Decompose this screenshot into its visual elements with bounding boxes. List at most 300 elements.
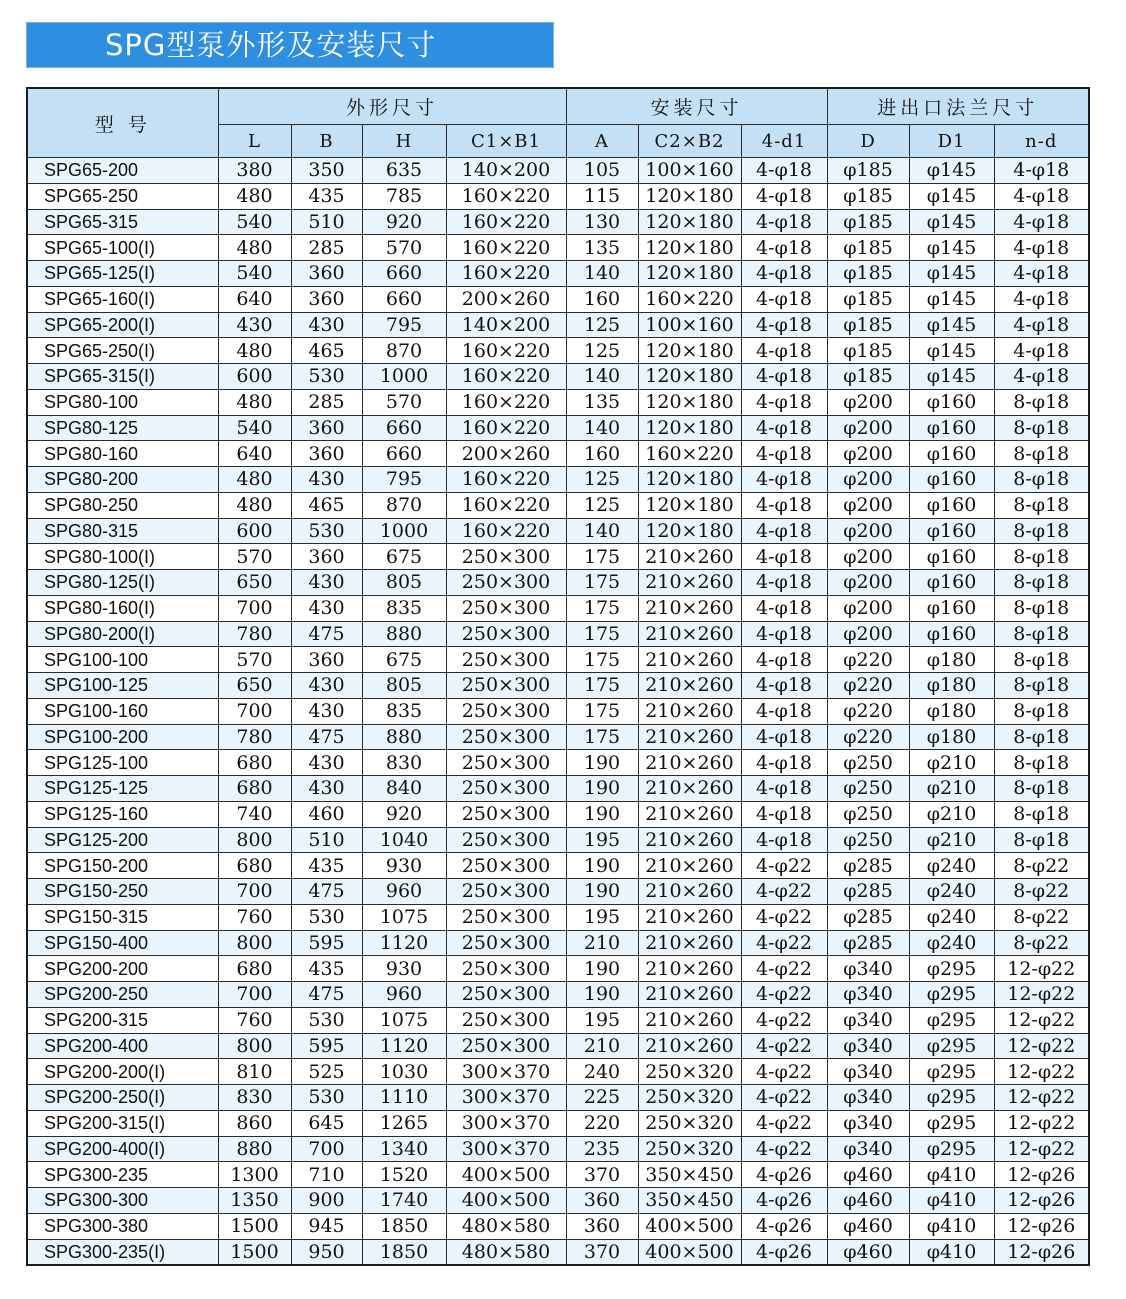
- C1xB1-cell: 160×220: [446, 261, 566, 287]
- n-d-cell: 8-φ22: [994, 853, 1089, 879]
- 4-d1-cell: 4-φ26: [741, 1213, 827, 1239]
- C2xB2-cell: 210×260: [638, 879, 741, 905]
- table-row: [27, 1007, 1089, 1033]
- B-cell: 530: [291, 364, 362, 390]
- C1xB1-cell: 160×220: [446, 183, 566, 209]
- C1xB1-cell: 160×220: [446, 389, 566, 415]
- D-cell: φ200: [827, 595, 909, 621]
- A-cell: 190: [566, 956, 638, 982]
- D1-cell: φ295: [909, 1033, 994, 1059]
- 4-d1-cell: 4-φ18: [741, 312, 827, 338]
- A-cell: 210: [566, 930, 638, 956]
- model-cell: SPG80-250: [27, 492, 218, 518]
- D1-cell: φ160: [909, 621, 994, 647]
- B-cell: 530: [291, 1007, 362, 1033]
- D1-cell: φ295: [909, 1059, 994, 1085]
- L-cell: 680: [218, 776, 291, 802]
- D1-cell: φ210: [909, 776, 994, 802]
- table-row: [27, 621, 1089, 647]
- model-cell: SPG80-100: [27, 389, 218, 415]
- D1-cell: φ240: [909, 879, 994, 905]
- D-cell: φ340: [827, 1033, 909, 1059]
- table-row: [27, 492, 1089, 518]
- C1xB1-cell: 160×220: [446, 235, 566, 261]
- column-header-D: D: [827, 125, 909, 158]
- B-cell: 510: [291, 209, 362, 235]
- C1xB1-cell: 250×300: [446, 930, 566, 956]
- 4-d1-cell: 4-φ18: [741, 158, 827, 184]
- table-row: [27, 982, 1089, 1008]
- L-cell: 380: [218, 158, 291, 184]
- L-cell: 760: [218, 904, 291, 930]
- model-cell: SPG80-100(I): [27, 544, 218, 570]
- n-d-cell: 12-φ26: [994, 1213, 1089, 1239]
- D1-cell: φ295: [909, 1085, 994, 1111]
- group-header-flange-dims: 进出口法兰尺寸: [827, 88, 1089, 125]
- column-header-H: H: [362, 125, 446, 158]
- 4-d1-cell: 4-φ18: [741, 776, 827, 802]
- B-cell: 360: [291, 441, 362, 467]
- L-cell: 540: [218, 209, 291, 235]
- L-cell: 740: [218, 801, 291, 827]
- table-row: [27, 956, 1089, 982]
- C1xB1-cell: 480×580: [446, 1239, 566, 1265]
- D-cell: φ340: [827, 1110, 909, 1136]
- C1xB1-cell: 250×300: [446, 801, 566, 827]
- n-d-cell: 4-φ18: [994, 158, 1089, 184]
- n-d-cell: 8-φ18: [994, 801, 1089, 827]
- D-cell: φ460: [827, 1213, 909, 1239]
- model-cell: SPG65-125(I): [27, 261, 218, 287]
- D1-cell: φ180: [909, 673, 994, 699]
- H-cell: 660: [362, 415, 446, 441]
- 4-d1-cell: 4-φ18: [741, 595, 827, 621]
- D1-cell: φ145: [909, 338, 994, 364]
- L-cell: 700: [218, 698, 291, 724]
- table-row: [27, 261, 1089, 287]
- H-cell: 880: [362, 724, 446, 750]
- H-cell: 930: [362, 853, 446, 879]
- D-cell: φ200: [827, 492, 909, 518]
- C2xB2-cell: 400×500: [638, 1213, 741, 1239]
- H-cell: 830: [362, 750, 446, 776]
- D-cell: φ200: [827, 570, 909, 596]
- D1-cell: φ410: [909, 1188, 994, 1214]
- table-row: [27, 1188, 1089, 1214]
- column-header-4-d1: 4-d1: [741, 125, 827, 158]
- H-cell: 835: [362, 698, 446, 724]
- L-cell: 680: [218, 956, 291, 982]
- D-cell: φ200: [827, 621, 909, 647]
- A-cell: 160: [566, 286, 638, 312]
- L-cell: 480: [218, 467, 291, 493]
- n-d-cell: 8-φ22: [994, 930, 1089, 956]
- A-cell: 140: [566, 364, 638, 390]
- L-cell: 880: [218, 1136, 291, 1162]
- n-d-cell: 4-φ18: [994, 209, 1089, 235]
- L-cell: 680: [218, 750, 291, 776]
- 4-d1-cell: 4-φ18: [741, 209, 827, 235]
- model-cell: SPG200-315(I): [27, 1110, 218, 1136]
- D1-cell: φ145: [909, 158, 994, 184]
- A-cell: 195: [566, 827, 638, 853]
- C2xB2-cell: 120×180: [638, 235, 741, 261]
- C2xB2-cell: 160×220: [638, 286, 741, 312]
- n-d-cell: 8-φ18: [994, 467, 1089, 493]
- B-cell: 465: [291, 492, 362, 518]
- 4-d1-cell: 4-φ22: [741, 930, 827, 956]
- A-cell: 195: [566, 1007, 638, 1033]
- model-cell: SPG65-250(I): [27, 338, 218, 364]
- C1xB1-cell: 200×260: [446, 286, 566, 312]
- L-cell: 480: [218, 183, 291, 209]
- C2xB2-cell: 210×260: [638, 801, 741, 827]
- n-d-cell: 12-φ26: [994, 1162, 1089, 1188]
- D-cell: φ340: [827, 1007, 909, 1033]
- D-cell: φ340: [827, 982, 909, 1008]
- C1xB1-cell: 300×370: [446, 1136, 566, 1162]
- D-cell: φ185: [827, 261, 909, 287]
- table-row: [27, 1085, 1089, 1111]
- 4-d1-cell: 4-φ18: [741, 467, 827, 493]
- group-header-outline-dims: 外形尺寸: [218, 88, 566, 125]
- table-row: [27, 776, 1089, 802]
- L-cell: 800: [218, 930, 291, 956]
- C2xB2-cell: 210×260: [638, 621, 741, 647]
- 4-d1-cell: 4-φ22: [741, 1136, 827, 1162]
- table-row: [27, 441, 1089, 467]
- n-d-cell: 8-φ18: [994, 518, 1089, 544]
- D-cell: φ250: [827, 801, 909, 827]
- C1xB1-cell: 250×300: [446, 647, 566, 673]
- D-cell: φ285: [827, 930, 909, 956]
- C2xB2-cell: 120×180: [638, 364, 741, 390]
- table-row: [27, 595, 1089, 621]
- C1xB1-cell: 140×200: [446, 158, 566, 184]
- L-cell: 640: [218, 441, 291, 467]
- D-cell: φ285: [827, 904, 909, 930]
- B-cell: 430: [291, 698, 362, 724]
- model-cell: SPG300-235: [27, 1162, 218, 1188]
- H-cell: 660: [362, 261, 446, 287]
- B-cell: 435: [291, 853, 362, 879]
- C1xB1-cell: 250×300: [446, 570, 566, 596]
- page-title: SPG型泵外形及安装尺寸: [26, 22, 554, 68]
- D-cell: φ185: [827, 338, 909, 364]
- L-cell: 1300: [218, 1162, 291, 1188]
- H-cell: 635: [362, 158, 446, 184]
- n-d-cell: 12-φ22: [994, 956, 1089, 982]
- 4-d1-cell: 4-φ18: [741, 518, 827, 544]
- D1-cell: φ160: [909, 467, 994, 493]
- table-row: [27, 1239, 1089, 1265]
- table-row: [27, 1213, 1089, 1239]
- A-cell: 190: [566, 776, 638, 802]
- B-cell: 360: [291, 261, 362, 287]
- B-cell: 285: [291, 235, 362, 261]
- table-row: [27, 338, 1089, 364]
- H-cell: 1110: [362, 1085, 446, 1111]
- model-cell: SPG150-315: [27, 904, 218, 930]
- 4-d1-cell: 4-φ18: [741, 621, 827, 647]
- table-row: [27, 544, 1089, 570]
- model-cell: SPG65-160(I): [27, 286, 218, 312]
- B-cell: 465: [291, 338, 362, 364]
- A-cell: 190: [566, 879, 638, 905]
- L-cell: 600: [218, 518, 291, 544]
- D-cell: φ185: [827, 364, 909, 390]
- H-cell: 880: [362, 621, 446, 647]
- 4-d1-cell: 4-φ22: [741, 904, 827, 930]
- L-cell: 480: [218, 235, 291, 261]
- table-row: [27, 570, 1089, 596]
- 4-d1-cell: 4-φ22: [741, 1007, 827, 1033]
- C1xB1-cell: 250×300: [446, 956, 566, 982]
- n-d-cell: 4-φ18: [994, 312, 1089, 338]
- A-cell: 140: [566, 415, 638, 441]
- B-cell: 530: [291, 1085, 362, 1111]
- C2xB2-cell: 100×160: [638, 312, 741, 338]
- D1-cell: φ180: [909, 724, 994, 750]
- C2xB2-cell: 250×320: [638, 1136, 741, 1162]
- 4-d1-cell: 4-φ18: [741, 235, 827, 261]
- H-cell: 805: [362, 673, 446, 699]
- model-column-header: 型 号: [27, 88, 218, 158]
- D-cell: φ220: [827, 673, 909, 699]
- B-cell: 430: [291, 776, 362, 802]
- n-d-cell: 12-φ26: [994, 1188, 1089, 1214]
- table-row: [27, 801, 1089, 827]
- A-cell: 125: [566, 492, 638, 518]
- D1-cell: φ240: [909, 853, 994, 879]
- header-row-groups: [27, 88, 1089, 125]
- model-cell: SPG65-100(I): [27, 235, 218, 261]
- C2xB2-cell: 250×320: [638, 1059, 741, 1085]
- table-row: [27, 1110, 1089, 1136]
- C2xB2-cell: 120×180: [638, 415, 741, 441]
- model-cell: SPG80-200: [27, 467, 218, 493]
- table-row: [27, 853, 1089, 879]
- D1-cell: φ410: [909, 1239, 994, 1265]
- L-cell: 540: [218, 261, 291, 287]
- C1xB1-cell: 250×300: [446, 673, 566, 699]
- D-cell: φ250: [827, 750, 909, 776]
- D-cell: φ460: [827, 1188, 909, 1214]
- 4-d1-cell: 4-φ26: [741, 1188, 827, 1214]
- 4-d1-cell: 4-φ26: [741, 1239, 827, 1265]
- B-cell: 530: [291, 904, 362, 930]
- L-cell: 860: [218, 1110, 291, 1136]
- H-cell: 1030: [362, 1059, 446, 1085]
- table-row: [27, 389, 1089, 415]
- H-cell: 1000: [362, 518, 446, 544]
- C1xB1-cell: 160×220: [446, 209, 566, 235]
- A-cell: 220: [566, 1110, 638, 1136]
- model-cell: SPG200-250(I): [27, 1085, 218, 1111]
- model-cell: SPG80-125(I): [27, 570, 218, 596]
- 4-d1-cell: 4-φ22: [741, 982, 827, 1008]
- n-d-cell: 8-φ18: [994, 698, 1089, 724]
- D-cell: φ340: [827, 956, 909, 982]
- D1-cell: φ180: [909, 698, 994, 724]
- model-cell: SPG80-200(I): [27, 621, 218, 647]
- C1xB1-cell: 300×370: [446, 1110, 566, 1136]
- column-header-C2xB2: C2×B2: [638, 125, 741, 158]
- C2xB2-cell: 210×260: [638, 853, 741, 879]
- 4-d1-cell: 4-φ26: [741, 1162, 827, 1188]
- B-cell: 645: [291, 1110, 362, 1136]
- B-cell: 430: [291, 312, 362, 338]
- n-d-cell: 12-φ22: [994, 1007, 1089, 1033]
- C2xB2-cell: 120×180: [638, 338, 741, 364]
- B-cell: 430: [291, 595, 362, 621]
- 4-d1-cell: 4-φ18: [741, 544, 827, 570]
- model-cell: SPG200-200(I): [27, 1059, 218, 1085]
- H-cell: 675: [362, 544, 446, 570]
- D-cell: φ340: [827, 1059, 909, 1085]
- n-d-cell: 8-φ18: [994, 673, 1089, 699]
- model-cell: SPG150-200: [27, 853, 218, 879]
- L-cell: 810: [218, 1059, 291, 1085]
- D-cell: φ250: [827, 827, 909, 853]
- model-cell: SPG200-400: [27, 1033, 218, 1059]
- table-row: [27, 879, 1089, 905]
- n-d-cell: 8-φ18: [994, 492, 1089, 518]
- C2xB2-cell: 350×450: [638, 1188, 741, 1214]
- C1xB1-cell: 200×260: [446, 441, 566, 467]
- n-d-cell: 12-φ22: [994, 1059, 1089, 1085]
- D1-cell: φ210: [909, 750, 994, 776]
- 4-d1-cell: 4-φ22: [741, 1085, 827, 1111]
- H-cell: 660: [362, 441, 446, 467]
- D1-cell: φ210: [909, 827, 994, 853]
- D1-cell: φ160: [909, 595, 994, 621]
- L-cell: 430: [218, 312, 291, 338]
- n-d-cell: 4-φ18: [994, 364, 1089, 390]
- C1xB1-cell: 250×300: [446, 621, 566, 647]
- 4-d1-cell: 4-φ18: [741, 827, 827, 853]
- column-header-C1xB1: C1×B1: [446, 125, 566, 158]
- C2xB2-cell: 120×180: [638, 518, 741, 544]
- D-cell: φ285: [827, 853, 909, 879]
- n-d-cell: 8-φ18: [994, 544, 1089, 570]
- A-cell: 190: [566, 853, 638, 879]
- 4-d1-cell: 4-φ18: [741, 724, 827, 750]
- model-cell: SPG65-200(I): [27, 312, 218, 338]
- A-cell: 175: [566, 595, 638, 621]
- H-cell: 1040: [362, 827, 446, 853]
- n-d-cell: 8-φ18: [994, 827, 1089, 853]
- D-cell: φ200: [827, 441, 909, 467]
- column-header-n-d: n-d: [994, 125, 1089, 158]
- C1xB1-cell: 250×300: [446, 776, 566, 802]
- A-cell: 160: [566, 441, 638, 467]
- A-cell: 190: [566, 801, 638, 827]
- B-cell: 510: [291, 827, 362, 853]
- n-d-cell: 4-φ18: [994, 183, 1089, 209]
- C1xB1-cell: 160×220: [446, 467, 566, 493]
- L-cell: 480: [218, 492, 291, 518]
- n-d-cell: 12-φ26: [994, 1239, 1089, 1265]
- C2xB2-cell: 250×320: [638, 1085, 741, 1111]
- C1xB1-cell: 400×500: [446, 1162, 566, 1188]
- model-cell: SPG300-300: [27, 1188, 218, 1214]
- table-row: [27, 1136, 1089, 1162]
- C2xB2-cell: 210×260: [638, 673, 741, 699]
- L-cell: 780: [218, 621, 291, 647]
- n-d-cell: 8-φ18: [994, 441, 1089, 467]
- H-cell: 960: [362, 879, 446, 905]
- B-cell: 950: [291, 1239, 362, 1265]
- C1xB1-cell: 160×220: [446, 492, 566, 518]
- D1-cell: φ295: [909, 1110, 994, 1136]
- model-cell: SPG300-380: [27, 1213, 218, 1239]
- 4-d1-cell: 4-φ22: [741, 879, 827, 905]
- A-cell: 140: [566, 261, 638, 287]
- table-row: [27, 209, 1089, 235]
- D-cell: φ460: [827, 1162, 909, 1188]
- n-d-cell: 4-φ18: [994, 261, 1089, 287]
- 4-d1-cell: 4-φ18: [741, 286, 827, 312]
- D1-cell: φ295: [909, 1007, 994, 1033]
- C1xB1-cell: 250×300: [446, 544, 566, 570]
- D1-cell: φ410: [909, 1162, 994, 1188]
- D-cell: φ185: [827, 312, 909, 338]
- dimension-table: [26, 87, 1090, 1266]
- model-cell: SPG65-200: [27, 158, 218, 184]
- H-cell: 795: [362, 467, 446, 493]
- n-d-cell: 8-φ22: [994, 904, 1089, 930]
- B-cell: 350: [291, 158, 362, 184]
- n-d-cell: 8-φ18: [994, 595, 1089, 621]
- 4-d1-cell: 4-φ18: [741, 338, 827, 364]
- D1-cell: φ160: [909, 518, 994, 544]
- 4-d1-cell: 4-φ18: [741, 698, 827, 724]
- table-body: [27, 158, 1089, 1266]
- model-cell: SPG150-400: [27, 930, 218, 956]
- model-cell: SPG80-125: [27, 415, 218, 441]
- B-cell: 530: [291, 518, 362, 544]
- model-cell: SPG125-100: [27, 750, 218, 776]
- H-cell: 1120: [362, 1033, 446, 1059]
- D1-cell: φ160: [909, 441, 994, 467]
- 4-d1-cell: 4-φ22: [741, 1033, 827, 1059]
- D-cell: φ285: [827, 879, 909, 905]
- H-cell: 920: [362, 801, 446, 827]
- C1xB1-cell: 400×500: [446, 1188, 566, 1214]
- n-d-cell: 12-φ22: [994, 1033, 1089, 1059]
- C1xB1-cell: 250×300: [446, 904, 566, 930]
- B-cell: 525: [291, 1059, 362, 1085]
- L-cell: 830: [218, 1085, 291, 1111]
- D-cell: φ185: [827, 286, 909, 312]
- n-d-cell: 4-φ18: [994, 235, 1089, 261]
- B-cell: 900: [291, 1188, 362, 1214]
- 4-d1-cell: 4-φ18: [741, 492, 827, 518]
- A-cell: 190: [566, 750, 638, 776]
- C1xB1-cell: 140×200: [446, 312, 566, 338]
- A-cell: 240: [566, 1059, 638, 1085]
- C2xB2-cell: 400×500: [638, 1239, 741, 1265]
- table-row: [27, 415, 1089, 441]
- C2xB2-cell: 210×260: [638, 827, 741, 853]
- C2xB2-cell: 120×180: [638, 492, 741, 518]
- model-cell: SPG100-125: [27, 673, 218, 699]
- C1xB1-cell: 250×300: [446, 1033, 566, 1059]
- C2xB2-cell: 250×320: [638, 1110, 741, 1136]
- column-header-A: A: [566, 125, 638, 158]
- L-cell: 700: [218, 879, 291, 905]
